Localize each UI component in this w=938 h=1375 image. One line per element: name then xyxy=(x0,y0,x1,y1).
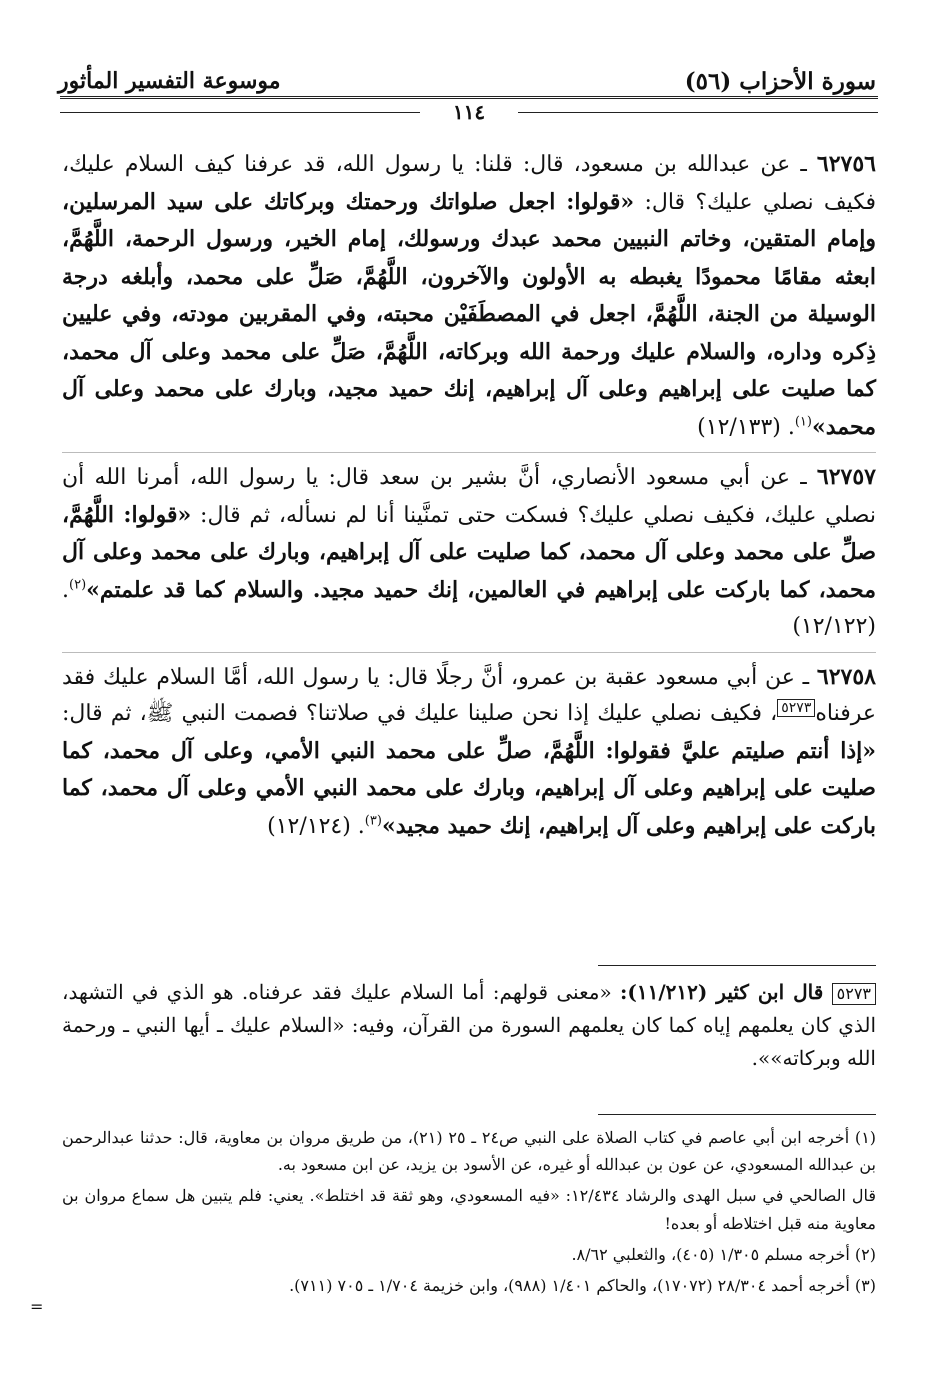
series-title: موسوعة التفسير المأثور xyxy=(58,68,281,94)
hadith-entry xyxy=(62,459,876,646)
entry-intro: ـ عن أبي مسعود عقبة بن عمرو، أنَّ رجلًا قال: يا رسول الله، أمَّا السلام عليك فقد عرفناه xyxy=(62,664,876,726)
footnote: (٢) أخرجه مسلم ١/٣٠٥ (٤٠٥)، والثعلبي ٨/٦٢. xyxy=(571,1244,876,1264)
footnote: قال الصالحي في سبل الهدى والرشاد ١٢/٤٣٤: «فيه المسعودي، وهو ثقة قد اختلط». يعني: فلم يتبين هل سماع مروان بن معاوية منه قبل اختلاطه أو بعده! xyxy=(62,1186,876,1233)
entry-number: ٦٢٧٥٧ xyxy=(816,464,876,490)
margin-mark: = xyxy=(30,1297,44,1316)
entry-number: ٦٢٧٥٨ xyxy=(816,663,876,690)
commentary-rule xyxy=(598,965,876,966)
footnote: (٣) أخرجه أحمد ٢٨/٣٠٤ (١٧٠٧٢)، والحاكم ١/٤٠١ (٩٨٨)، وابن خزيمة ١/٧٠٤ ـ ٧٠٥ (٧١١). xyxy=(289,1276,876,1296)
entry-number: ٦٢٧٥٦ xyxy=(816,151,876,177)
hadith-entry xyxy=(62,146,876,446)
footnote-mark: (١) xyxy=(794,414,812,430)
entry-separator xyxy=(62,452,876,453)
commentary-marker: ٥٢٧٣ xyxy=(777,699,815,717)
commentary-lead: قال ابن كثير (١١/٢١٢): xyxy=(620,980,824,1004)
volume-reference: . (١٢/١٢٢) xyxy=(62,577,876,639)
commentary-number: ٥٢٧٣ xyxy=(832,983,876,1005)
footnotes-rule xyxy=(598,1114,876,1115)
main-text xyxy=(62,146,876,851)
page-number: ١١٤ xyxy=(443,100,495,124)
entry-intro: ـ عن أبي مسعود الأنصاري، أنَّ بشير بن سعد قال: يا رسول الله، أمرنا الله أن نصلي عليك، فكيف نصلي عليك؟ فسكت حتى تمنَّينا أنا لم نسأله، ثم قال: xyxy=(62,465,877,528)
footnote-mark: (٣) xyxy=(364,813,382,829)
commentary-text: «معنى قولهم: أما السلام عليك فقد عرفناه. هو الذي في التشهد، الذي كان يعلمهم إياه كما كان يعلمهم السورة من القرآن، وفيه: «السلام عليك ـ أيها النبي ـ ورحمة الله وبركاته»». xyxy=(62,980,876,1070)
volume-reference: . (١٢/١٣٣) xyxy=(697,414,795,440)
entry-intro: ـ عن عبدالله بن مسعود، قال: قلنا: يا رسول الله، قد عرفنا كيف السلام عليك، فكيف نصلي عليك؟ قال: xyxy=(62,152,876,215)
entry-quote: «إذا أنتم صليتم عليَّ فقولوا: اللَّهُمَّ، صلِّ على محمد النبي الأمي، وعلى آل محمد، كما صليت على إبراهيم وعلى آل إبراهيم، وبارك على محمد النبي الأمي وعلى آل محمد، كما باركت على إبراهيم وعلى آل إبراهيم، إنك حميد مجيد» xyxy=(62,737,876,839)
footnote-mark: (٢) xyxy=(69,577,87,593)
surah-title: سورة الأحزاب (٥٦) xyxy=(684,68,876,95)
entry-separator xyxy=(62,652,876,653)
entry-intro-continued: ، فكيف نصلي عليك إذا نحن صلينا عليك في صلاتنا؟ فصمت النبي ﷺ، ثم قال: xyxy=(62,701,778,726)
commentary xyxy=(62,976,876,1075)
volume-reference: . (١٢/١٢٤) xyxy=(267,813,365,839)
footnotes xyxy=(62,1124,876,1303)
entry-quote: «قولوا: اللَّهُمَّ، صلِّ على محمد وعلى آل محمد، كما صليت على آل إبراهيم، وبارك على محمد وعلى آل محمد، كما باركت على إبراهيم في العالمين، إنك حميد مجيد. والسلام كما قد علمتم» xyxy=(62,501,876,603)
header-rule xyxy=(60,96,878,99)
footnote: (١) أخرجه ابن أبي عاصم في كتاب الصلاة على النبي ص٢٤ ـ ٢٥ (٢١)، من طريق مروان بن معاوية، قال: حدثنا عبدالرحمن بن عبدالله المسعودي، عن عون بن عبدالله أو غيره، عن الأسود بن يزيد، عن ابن مسعود به. xyxy=(62,1128,877,1175)
entry-quote: «قولوا: اجعل صلواتك ورحمتك وبركاتك على سيد المرسلين، وإمام المتقين، وخاتم النبيين محمد عبدك ورسولك، إمام الخير، ورسول الرحمة، اللَّهُمَّ، ابعثه مقامًا محمودًا يغبطه به الأولون والآخرون، اللَّهُمَّ، صَلِّ على محمد، وأبلغه درجة الوسيلة من الجنة، اللَّهُمَّ، اجعل في المصطَفَيْن محبته، وفي المقربين مودته، وفي عليين ذِكره وداره، والسلام عليك ورحمة الله وبركاته، اللَّهُمَّ، صَلِّ على محمد وعلى آل محمد، كما صليت على إبراهيم وعلى آل إبراهيم، إنك حميد مجيد، وبارك على محمد وعلى آل محمد» xyxy=(62,188,876,440)
hadith-entry xyxy=(62,659,876,846)
